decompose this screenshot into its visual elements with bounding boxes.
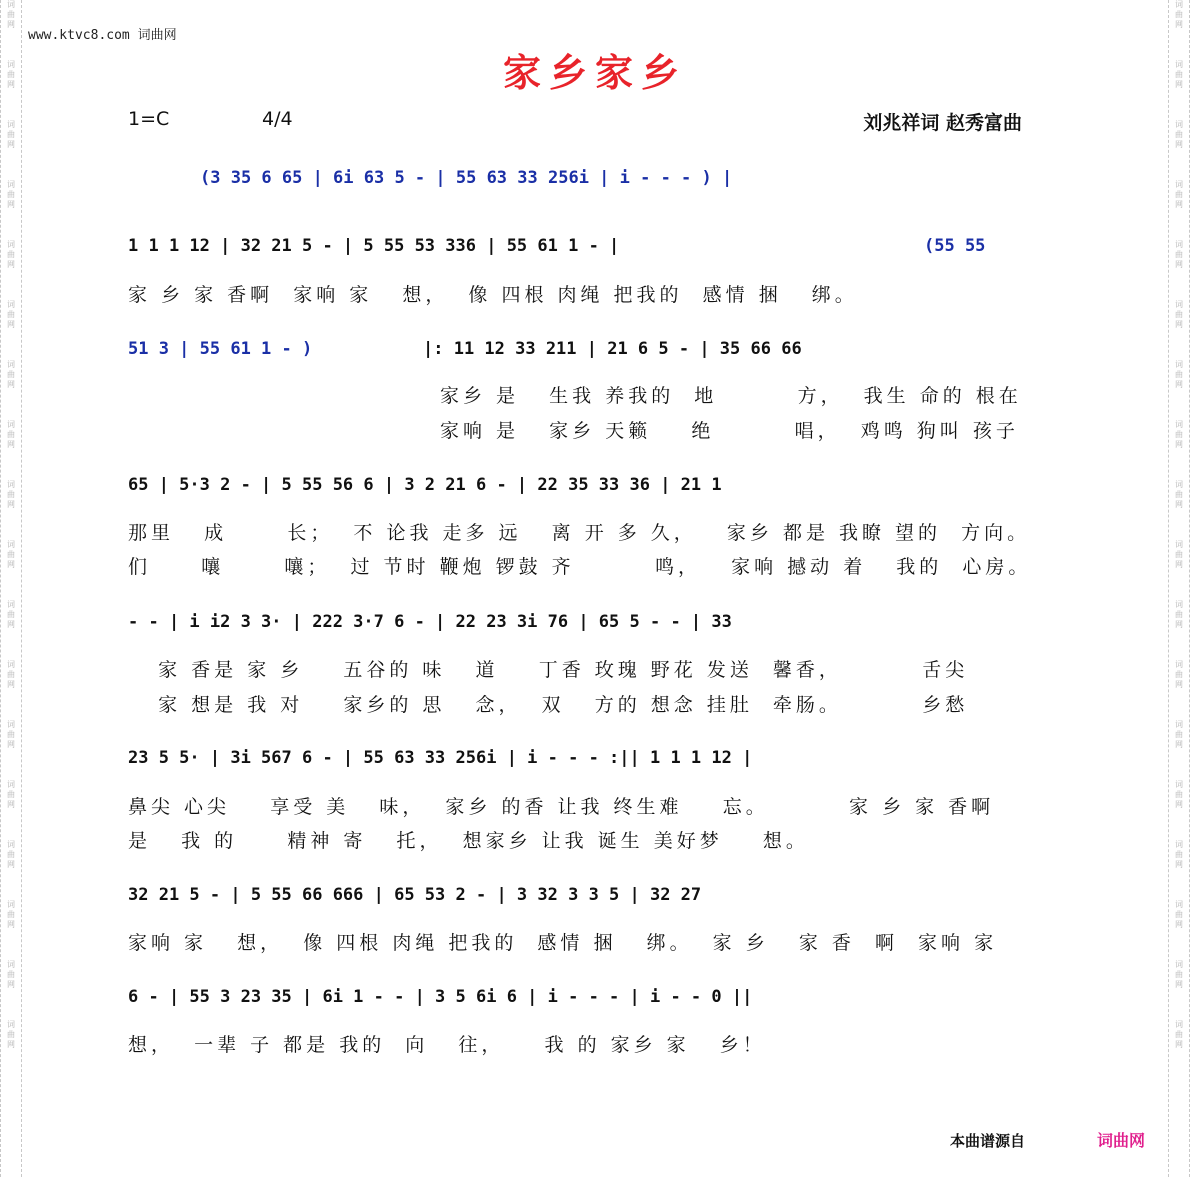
watermark-text: 词 曲 网 bbox=[7, 1020, 15, 1049]
score-row-8 bbox=[128, 977, 1068, 1017]
score-notes-intro: 51 3 | 55 61 1 - ) bbox=[128, 339, 313, 359]
score-notes: 65 | 5·3 2 - | 5 55 56 6 | 3 2 21 6 - | 22 35 33 36 | 21 1 bbox=[128, 475, 722, 495]
site-url: www.ktvc8.com 词曲网 bbox=[28, 28, 177, 43]
watermark-text: 词 曲 网 bbox=[1175, 840, 1183, 869]
lyric-line: 家 想是 我 对 家乡的 思 念， 双 方的 想念 挂肚 牵肠。 乡愁 bbox=[128, 694, 969, 716]
score-notes: 32 21 5 - | 5 55 66 666 | 65 53 2 - | 3 32 3 3 5 | 32 27 bbox=[128, 885, 702, 905]
watermark-text: 词 曲 网 bbox=[1175, 900, 1183, 929]
watermark-text: 词 曲 网 bbox=[7, 900, 15, 929]
watermark-text: 词 曲 网 bbox=[7, 600, 15, 629]
credits: 刘兆祥词 赵秀富曲 bbox=[863, 112, 1022, 134]
watermark-text: 词 曲 网 bbox=[7, 960, 15, 989]
song-title: 家乡家乡 bbox=[502, 50, 687, 95]
watermark-text: 词 曲 网 bbox=[7, 720, 15, 749]
watermark-text: 词 曲 网 bbox=[1175, 720, 1183, 749]
right-watermark-strip bbox=[1168, 0, 1190, 1177]
lyric-line: 家 乡 家 香啊 家响 家 想， 像 四根 肉绳 把我的 感情 捆 绑。 bbox=[128, 284, 858, 306]
score-row-6 bbox=[128, 738, 1068, 778]
watermark-text: 词 曲 网 bbox=[1175, 240, 1183, 269]
watermark-text: 词 曲 网 bbox=[1175, 360, 1183, 389]
lyric-line: 们 嚷 嚷； 过 节时 鞭炮 锣鼓 齐 鸣， 家响 撼动 着 我的 心房。 bbox=[128, 556, 1032, 578]
watermark-text: 词 曲 网 bbox=[7, 540, 15, 569]
score-notes: (3 35 6 65 | 6i 63 5 - | 55 63 33 256i | i - - - ) | bbox=[200, 168, 733, 188]
score-row-7 bbox=[128, 875, 1068, 915]
watermark-text: 词 曲 网 bbox=[7, 0, 15, 29]
left-watermark-strip bbox=[0, 0, 22, 1177]
watermark-text: 词 曲 网 bbox=[1175, 300, 1183, 329]
watermark-text: 词 曲 网 bbox=[1175, 780, 1183, 809]
watermark-text: 词 曲 网 bbox=[1175, 420, 1183, 449]
watermark-text: 词 曲 网 bbox=[7, 660, 15, 689]
score-row-5 bbox=[128, 602, 1068, 642]
watermark-text: 词 曲 网 bbox=[1175, 480, 1183, 509]
score-row-4 bbox=[128, 465, 1068, 505]
source-note: 本曲谱源自 bbox=[950, 1132, 1026, 1150]
time-signature: 4/4 bbox=[262, 108, 293, 130]
watermark-text: 词 曲 网 bbox=[7, 480, 15, 509]
watermark-text: 词 曲 网 bbox=[7, 60, 15, 89]
lyric-line: 家响 是 家乡 天籁 绝 唱， 鸡鸣 狗叫 孩子 bbox=[440, 420, 1019, 442]
watermark-text: 词 曲 网 bbox=[1175, 120, 1183, 149]
watermark-text: 词 曲 网 bbox=[1175, 180, 1183, 209]
score-notes: 1 1 1 12 | 32 21 5 - | 5 55 53 336 | 55 61 1 - | bbox=[128, 236, 620, 256]
watermark-text: 词 曲 网 bbox=[1175, 660, 1183, 689]
score-notes: 6 - | 55 3 23 35 | 6i 1 - - | 3 5 6i 6 | i - - - | i - - 0 || bbox=[128, 987, 753, 1007]
score-notes-intro: (55 55 bbox=[924, 236, 986, 256]
lyric-line: 家 香是 家 乡 五谷的 味 道 丁香 玫瑰 野花 发送 馨香， 舌尖 bbox=[128, 659, 969, 681]
watermark-text: 词 曲 网 bbox=[1175, 600, 1183, 629]
lyric-line: 家响 家 想， 像 四根 肉绳 把我的 感情 捆 绑。 家 乡 家 香 啊 家响 家 bbox=[128, 932, 998, 954]
score-row-3 bbox=[128, 329, 1068, 369]
watermark-text: 词 曲 网 bbox=[1175, 960, 1183, 989]
lyric-line: 鼻尖 心尖 享受 美 味， 家乡 的香 让我 终生难 忘。 家 乡 家 香啊 bbox=[128, 796, 995, 818]
watermark-text: 词 曲 网 bbox=[1175, 0, 1183, 29]
watermark-text: 词 曲 网 bbox=[7, 240, 15, 269]
score-notes: |: 11 12 33 211 | 21 6 5 - | 35 66 66 bbox=[423, 339, 802, 359]
watermark-text: 词 曲 网 bbox=[7, 420, 15, 449]
lyric-line: 那里 成 长； 不 论我 走多 远 离 开 多 久， 家乡 都是 我瞭 望的 方向。 bbox=[128, 522, 1031, 544]
watermark-text: 词 曲 网 bbox=[1175, 1020, 1183, 1049]
key-signature: 1=C bbox=[128, 108, 170, 130]
site-logo[interactable]: 词曲网 bbox=[1097, 1131, 1146, 1150]
watermark-text: 词 曲 网 bbox=[1175, 60, 1183, 89]
watermark-text: 词 曲 网 bbox=[7, 300, 15, 329]
watermark-text: 词 曲 网 bbox=[7, 840, 15, 869]
watermark-text: 词 曲 网 bbox=[7, 180, 15, 209]
score-notes: - - | i i2 3 3· | 222 3·7 6 - | 22 23 3i 76 | 65 5 - - | 33 bbox=[128, 612, 732, 632]
watermark-text: 词 曲 网 bbox=[7, 780, 15, 809]
watermark-text: 词 曲 网 bbox=[1175, 540, 1183, 569]
lyric-line: 是 我 的 精神 寄 托， 想家乡 让我 诞生 美好梦 想。 bbox=[128, 830, 809, 852]
watermark-text: 词 曲 网 bbox=[7, 120, 15, 149]
score-row-2 bbox=[128, 226, 1068, 266]
lyric-line: 想， 一辈 子 都是 我的 向 往， 我 的 家乡 家 乡！ bbox=[128, 1034, 766, 1056]
lyric-line: 家乡 是 生我 养我的 地 方， 我生 命的 根在 bbox=[440, 385, 1022, 407]
score-row-1 bbox=[200, 158, 970, 198]
watermark-text: 词 曲 网 bbox=[7, 360, 15, 389]
score-notes: 23 5 5· | 3i 567 6 - | 55 63 33 256i | i - - - :|| 1 1 1 12 | bbox=[128, 748, 753, 768]
